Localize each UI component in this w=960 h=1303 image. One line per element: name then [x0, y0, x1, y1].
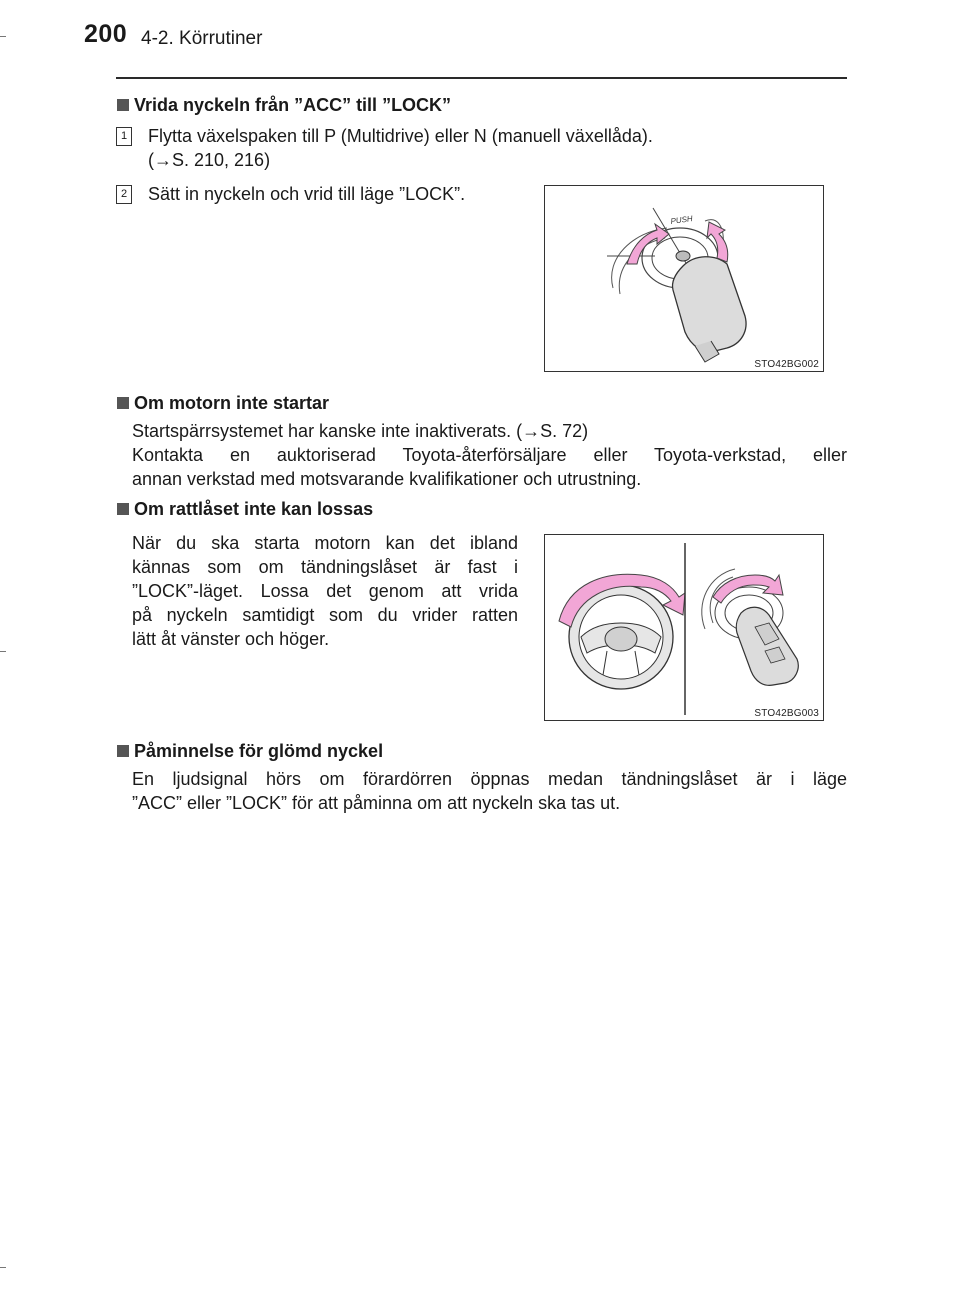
step-text: Flytta växelspaken till P (Multidrive) eller N (manuell växellåda).	[148, 126, 653, 146]
crop-mark	[0, 1267, 6, 1268]
body-line: annan verkstad med motsvarande kvalifikationer och utrustning.	[132, 469, 642, 489]
section-key-reminder	[116, 739, 847, 815]
section-heading	[116, 739, 847, 763]
page-number: 200	[84, 20, 128, 48]
body-line: En ljudsignal hörs om förardörren öppnas medan tändningslåset är i läge	[132, 769, 847, 789]
body-line: När du ska starta motorn kan det ibland	[132, 533, 518, 553]
square-bullet-icon	[117, 99, 129, 111]
section-turn-key	[116, 93, 847, 117]
step-1	[116, 124, 847, 172]
section-heading	[116, 93, 847, 117]
section-title: Påminnelse för glömd nyckel	[134, 741, 384, 761]
ignition-key-illustration	[545, 186, 823, 371]
step-2	[116, 182, 536, 206]
body-line: ”LOCK”-läget. Lossa det genom att vrida	[132, 581, 518, 601]
section-title: Vrida nyckeln från ”ACC” till ”LOCK”	[134, 95, 452, 115]
push-label: PUSH	[670, 213, 694, 226]
section-title: Om motorn inte startar	[134, 393, 330, 413]
figure-code: STO42BG003	[754, 708, 819, 719]
section-title: Om rattlåset inte kan lossas	[134, 499, 374, 519]
step-text: Sätt in nyckeln och vrid till läge ”LOCK”.	[148, 184, 466, 204]
section-heading	[116, 497, 847, 521]
body-line: Startspärrsystemet har kanske inte inaktiverats. (→S. 72)	[132, 421, 589, 441]
steering-wheel-illustration	[545, 535, 823, 720]
section-body	[132, 419, 847, 491]
body-line: kännas som om tändningslåset är fast i	[132, 557, 518, 577]
figure-code: STO42BG002	[754, 359, 819, 370]
square-bullet-icon	[117, 397, 129, 409]
section-engine-not-start	[116, 391, 847, 491]
body-line: på nyckeln samtidigt som du vrider ratten	[132, 605, 518, 625]
header-rule	[116, 77, 847, 79]
figure-key-lock	[544, 185, 824, 372]
crop-mark	[0, 36, 6, 37]
square-bullet-icon	[117, 503, 129, 515]
step-number: 2	[116, 185, 132, 204]
square-bullet-icon	[117, 745, 129, 757]
body-line: Kontakta en auktoriserad Toyota-återförsäljare eller Toyota-verkstad, eller	[132, 445, 847, 465]
step-text: (→S. 210, 216)	[148, 150, 271, 170]
body-line: lätt åt vänster och höger.	[132, 629, 330, 649]
steering-lock-text	[132, 531, 518, 651]
crop-mark	[0, 651, 6, 652]
section-body	[132, 767, 847, 815]
body-line: ”ACC” eller ”LOCK” för att påminna om att nyckeln ska tas ut.	[132, 793, 621, 813]
chapter-title: 4-2. Körrutiner	[141, 28, 263, 49]
figure-steering-wheel	[544, 534, 824, 721]
step-number: 1	[116, 127, 132, 146]
section-steering-lock	[116, 497, 847, 521]
section-heading	[116, 391, 847, 415]
